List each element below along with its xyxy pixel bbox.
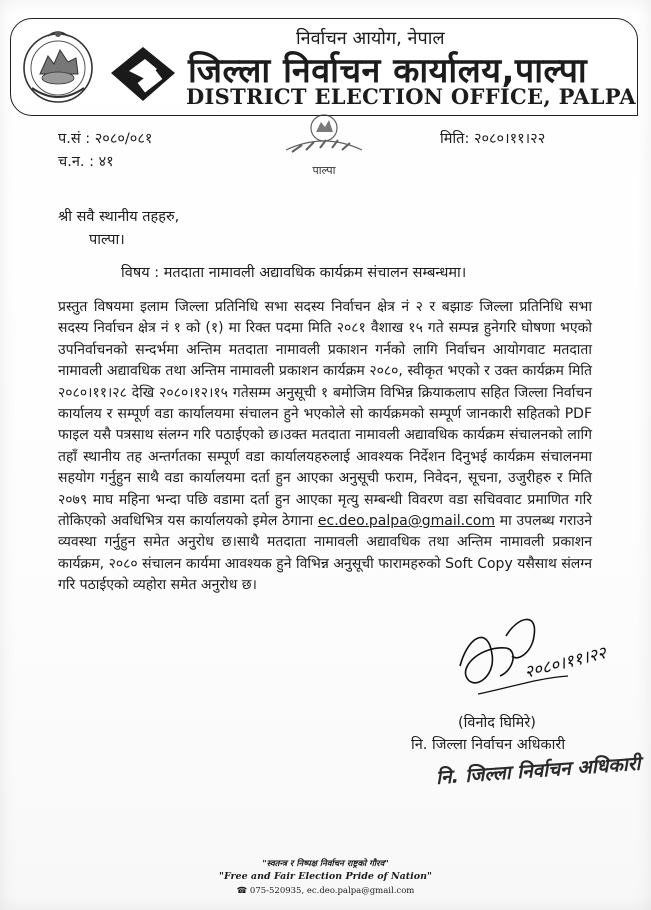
dispatch-number: च.न. : ४१	[58, 154, 114, 170]
office-email-link[interactable]: ec.deo.palpa@gmail.com	[317, 513, 495, 530]
signatory-name: (विनोद घिमिरे)	[458, 715, 536, 731]
phone-icon: ☎	[236, 886, 250, 896]
signatory-title: नि. जिल्ला निर्वाचन अधिकारी	[411, 737, 566, 753]
designation-stamp: नि. जिल्ला निर्वाचन अधिकारी	[435, 752, 642, 789]
signature-date: २०८०।११।२२	[522, 643, 609, 683]
footer-slogan-english: "Free and Fair Election Pride of Nation"	[219, 871, 432, 882]
addressee-line-2: पाल्पा।	[89, 232, 125, 248]
nepal-emblem-icon	[18, 26, 98, 106]
footer-contact-text: 075-520935, ec.deo.palpa@gmail.com	[249, 886, 415, 896]
letter-date: मिति: २०८०।११।२२	[440, 131, 546, 147]
stamp-label: पाल्पा	[312, 164, 336, 177]
footer-slogan-nepali: "स्वतन्त्र र निष्पक्ष निर्वाचन राष्ट्रको गौरव"	[262, 859, 389, 869]
election-commission-logo-icon	[105, 43, 183, 105]
ministry-name: निर्वाचन आयोग, नेपाल	[296, 28, 445, 49]
letter-body	[58, 297, 592, 597]
footer-contact	[0, 886, 651, 896]
office-seal-stamp	[276, 106, 372, 180]
office-name-nepali: जिल्ला निर्वाचन कार्यालय,पाल्पा	[188, 51, 588, 91]
office-name-english: DISTRICT ELECTION OFFICE, PALPA	[186, 84, 636, 109]
addressee-line-1: श्री सवै स्थानीय तहहरु,	[58, 209, 180, 225]
letter-subject: विषय : मतदाता नामावली अद्यावधिक कार्यक्रम संचालन सम्बन्धमा।	[121, 265, 467, 281]
letter-reference-number: प.सं : २०८०/०८१	[58, 131, 153, 147]
body-paragraph-part-2: मा उपलब्ध गराउने व्यवस्था गर्नुहुन समेत अनुरोध छ।साथै मतदाता नामावली अद्यावधिक तथा अन्तिम नामावली प्रकाशन कार्यक्रम, २०८० संचालन कार्यमा आवश्यक हुने विभिन्न अनुसूची फारामहरुको Soft Copy यसैसाथ संलग्न गरि पठाईएको व्यहोरा समेत अनुरोध छ।	[58, 513, 592, 594]
handwritten-signature	[448, 606, 630, 714]
body-paragraph-part-1: प्रस्तुत विषयमा इलाम जिल्ला प्रतिनिधि सभा सदस्य निर्वाचन क्षेत्र नं २ र बझाङ जिल्ला प्रतिनिधि सभा सदस्य निर्वाचन क्षेत्र नं १ को (१) मा रिक्त पदमा मिति २०८१ वैशाख १५ गते सम्पन्न हुनेगरि घोषणा भएको उपनिर्वाचनको सन्दर्भमा अन्तिम मतदाता नामावली प्रकाशन गर्नको लागि निर्वाचन आयोगवाट मतदाता नामावली अद्यावधिक तथा अन्तिम नामावली प्रकाशन कार्यक्रम २०८०, स्वीकृत भएको र उक्त कार्यक्रम मिति २०८०।११।२८ देखि २०८०।१२।१५ गतेसम्म अनुसूची १ बमोजिम विभिन्न क्रियाकलाप सहित जिल्ला निर्वाचन कार्यालय र सम्पूर्ण वडा कार्यालयमा संचालन हुने भएकोले सो कार्यक्रमको सम्पूर्ण जानकारी सहितको PDF फाइल यसै पत्रसाथ संलग्न गरि पठाईएको छ।उक्त मतदाता नामावली अद्यावधिक कार्यक्रम संचालनको लागि तहाँ स्थानीय तह अन्तर्गतका सम्पूर्ण वडा कार्यालयहरुलाई आवश्यक निर्देशन दिनुभई कार्यक्रम संचालनमा सहयोग गर्नुहुन साथै वडा कार्यालयमा दर्ता हुन आएका अनुसूची फराम, निवेदन, सूचना, उजुरीहरु र मिति २०७९ माघ महिना भन्दा पछि वडामा दर्ता हुन आएका मृत्यु सम्बन्धी विवरण वडा सचिववाट प्रमाणित गरि तोकिएको अवधिभित्र यस कार्यालयको इमेल ठेगाना	[58, 299, 592, 530]
